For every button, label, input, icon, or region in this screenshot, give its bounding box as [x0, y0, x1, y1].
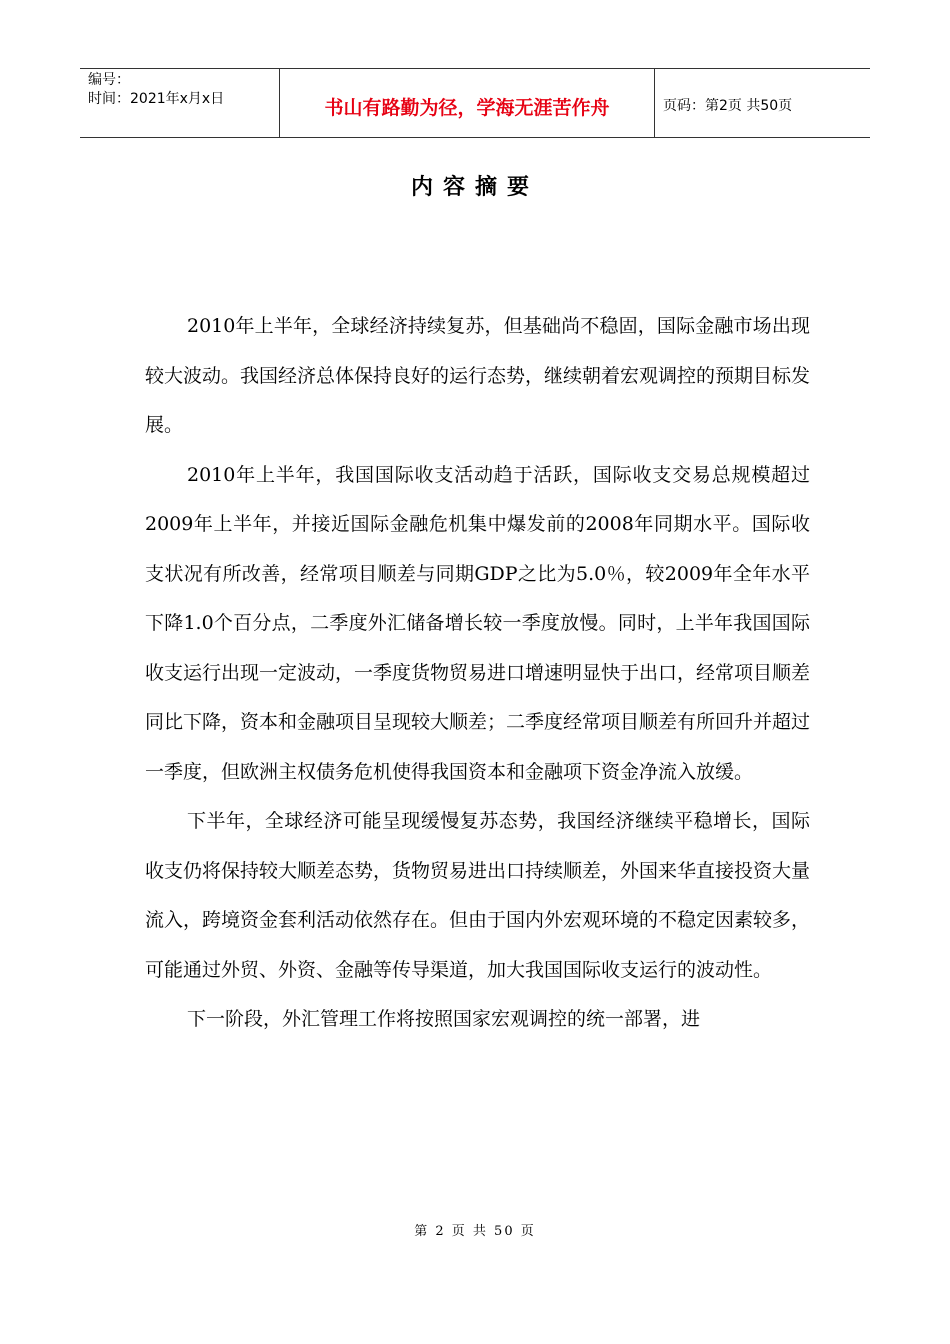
body-paragraph: 下一阶段，外汇管理工作将按照国家宏观调控的统一部署，进 — [187, 1008, 701, 1030]
header-meta — [80, 69, 280, 137]
header-motto: 书山有路勤为径，学海无涯苦作舟 — [280, 69, 655, 137]
document-number-label: 编号： — [88, 72, 130, 88]
body-paragraph: 2010年上半年，全球经济持续复苏，但基础尚不稳固，国际金融市场出现较大波动。我国经济总体保持良好的运行态势，继续朝着宏观调控的预期目标发展。 — [145, 315, 811, 436]
document-body — [145, 302, 810, 1045]
body-paragraph: 下半年，全球经济可能呈现缓慢复苏态势，我国经济继续平稳增长，国际收支仍将保持较大顺差态势，货物贸易进出口持续顺差，外国来华直接投资大量流入，跨境资金套利活动依然存在。但由于国内外宏观环境的不稳定因素较多，可能通过外贸、外资、金融等传导渠道，加大我国国际收支运行的波动性。 — [145, 810, 811, 981]
page-title: 内容摘要 — [410, 175, 539, 200]
document-time-label: 时间：2021年x月x日 — [88, 91, 225, 107]
header-page-code: 页码：第2页 共50页 — [663, 98, 793, 114]
page-footer: 第 2 页 共 50 页 — [414, 1224, 536, 1239]
page-header — [80, 68, 870, 138]
body-paragraph: 2010年上半年，我国国际收支活动趋于活跃，国际收支交易总规模超过2009年上半年，并接近国际金融危机集中爆发前的2008年同期水平。国际收支状况有所改善，经常项目顺差与同期GDP之比为5.0％，较2009年全年水平下降1.0个百分点，二季度外汇储备增长较一季度放慢。同时，上半年我国国际收支运行出现一定波动，一季度货物贸易进口增速明显快于出口，经常项目顺差同比下降，资本和金融项目呈现较大顺差；二季度经常项目顺差有所回升并超过一季度，但欧洲主权债务危机使得我国资本和金融项下资金净流入放缓。 — [145, 463, 811, 783]
